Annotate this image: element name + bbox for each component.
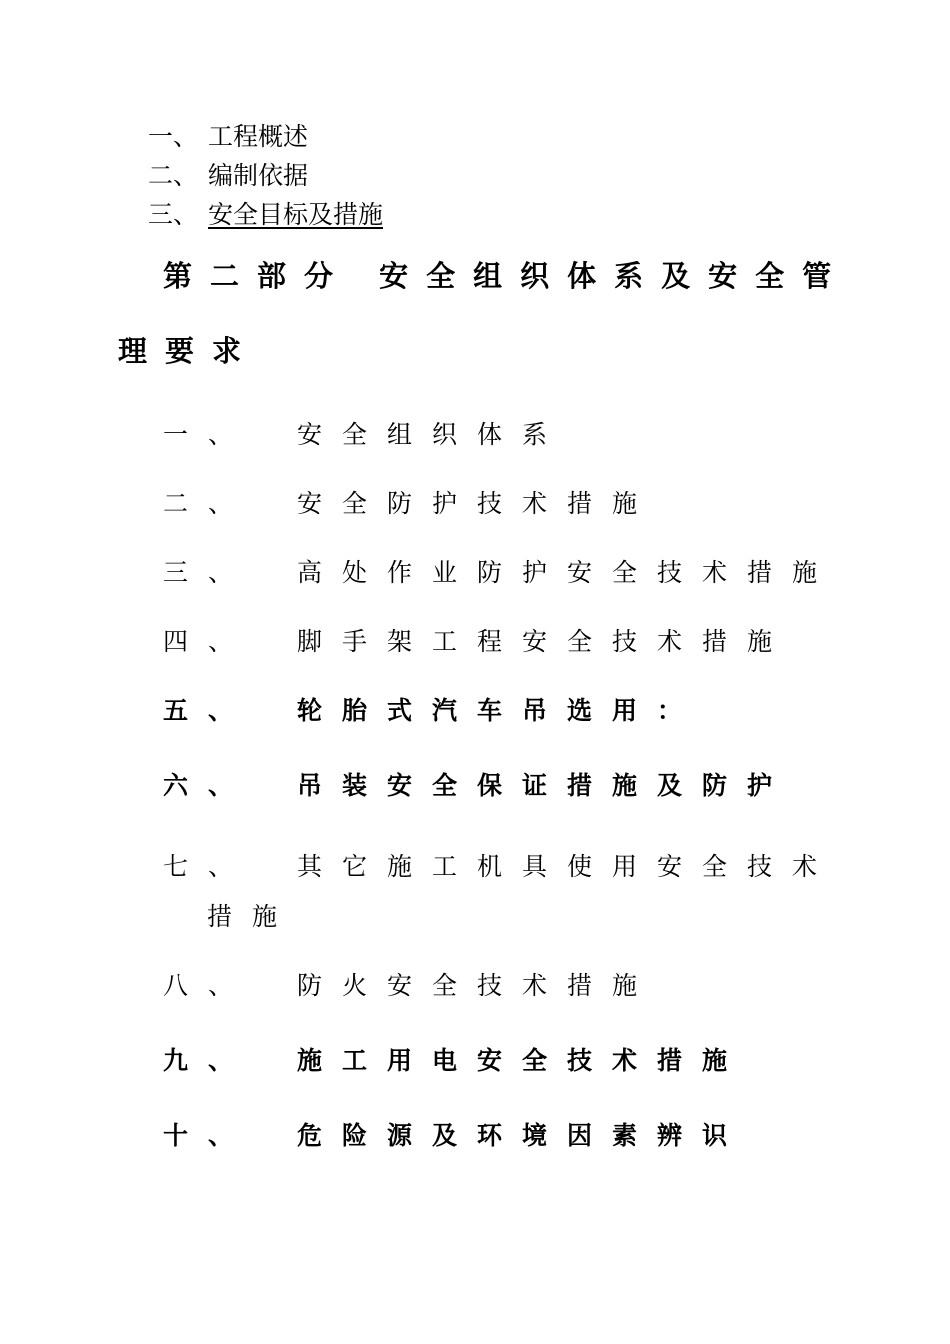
toc-item-number: 六、 bbox=[163, 771, 254, 800]
toc-item-continuation: 措施 bbox=[207, 902, 298, 931]
toc-item-number: 九、 bbox=[163, 1046, 254, 1075]
toc-item-text: 高处作业防护安全技术措施 bbox=[297, 558, 838, 587]
intro-item-number: 二、 bbox=[148, 161, 199, 190]
toc-item-text: 安全组织体系 bbox=[297, 420, 568, 449]
toc-item-text: 安全防护技术措施 bbox=[297, 489, 658, 518]
intro-item-text: 工程概述 bbox=[208, 122, 309, 151]
toc-item-text: 施工用电安全技术措施 bbox=[297, 1046, 748, 1075]
toc-item-text: 轮胎式汽车吊选用： bbox=[297, 696, 703, 725]
toc-item-number: 二、 bbox=[163, 489, 254, 518]
toc-item-number: 三、 bbox=[163, 558, 254, 587]
toc-item-text: 吊装安全保证措施及防护 bbox=[297, 771, 793, 800]
toc-item-text: 其它施工机具使用安全技术 bbox=[297, 852, 838, 881]
part-heading-line-1: 第二部分 安全组织体系及安全管 bbox=[163, 259, 850, 293]
toc-item-number: 七、 bbox=[163, 852, 254, 881]
toc-item-number: 八、 bbox=[163, 971, 254, 1000]
toc-item-number: 五、 bbox=[163, 696, 254, 725]
intro-item-text-link[interactable]: 安全目标及措施 bbox=[208, 200, 384, 229]
intro-item-number: 一、 bbox=[148, 122, 199, 151]
toc-item-text: 脚手架工程安全技术措施 bbox=[297, 627, 793, 656]
part-heading-line-2: 理要求 bbox=[118, 334, 260, 368]
intro-item-text: 编制依据 bbox=[208, 161, 309, 190]
toc-item-number: 一、 bbox=[163, 420, 254, 449]
toc-item-text: 危险源及环境因素辨识 bbox=[297, 1121, 748, 1150]
toc-item-number: 四、 bbox=[163, 627, 254, 656]
toc-item-text: 防火安全技术措施 bbox=[297, 971, 658, 1000]
intro-item-number: 三、 bbox=[148, 200, 199, 229]
toc-item-number: 十、 bbox=[163, 1121, 254, 1150]
